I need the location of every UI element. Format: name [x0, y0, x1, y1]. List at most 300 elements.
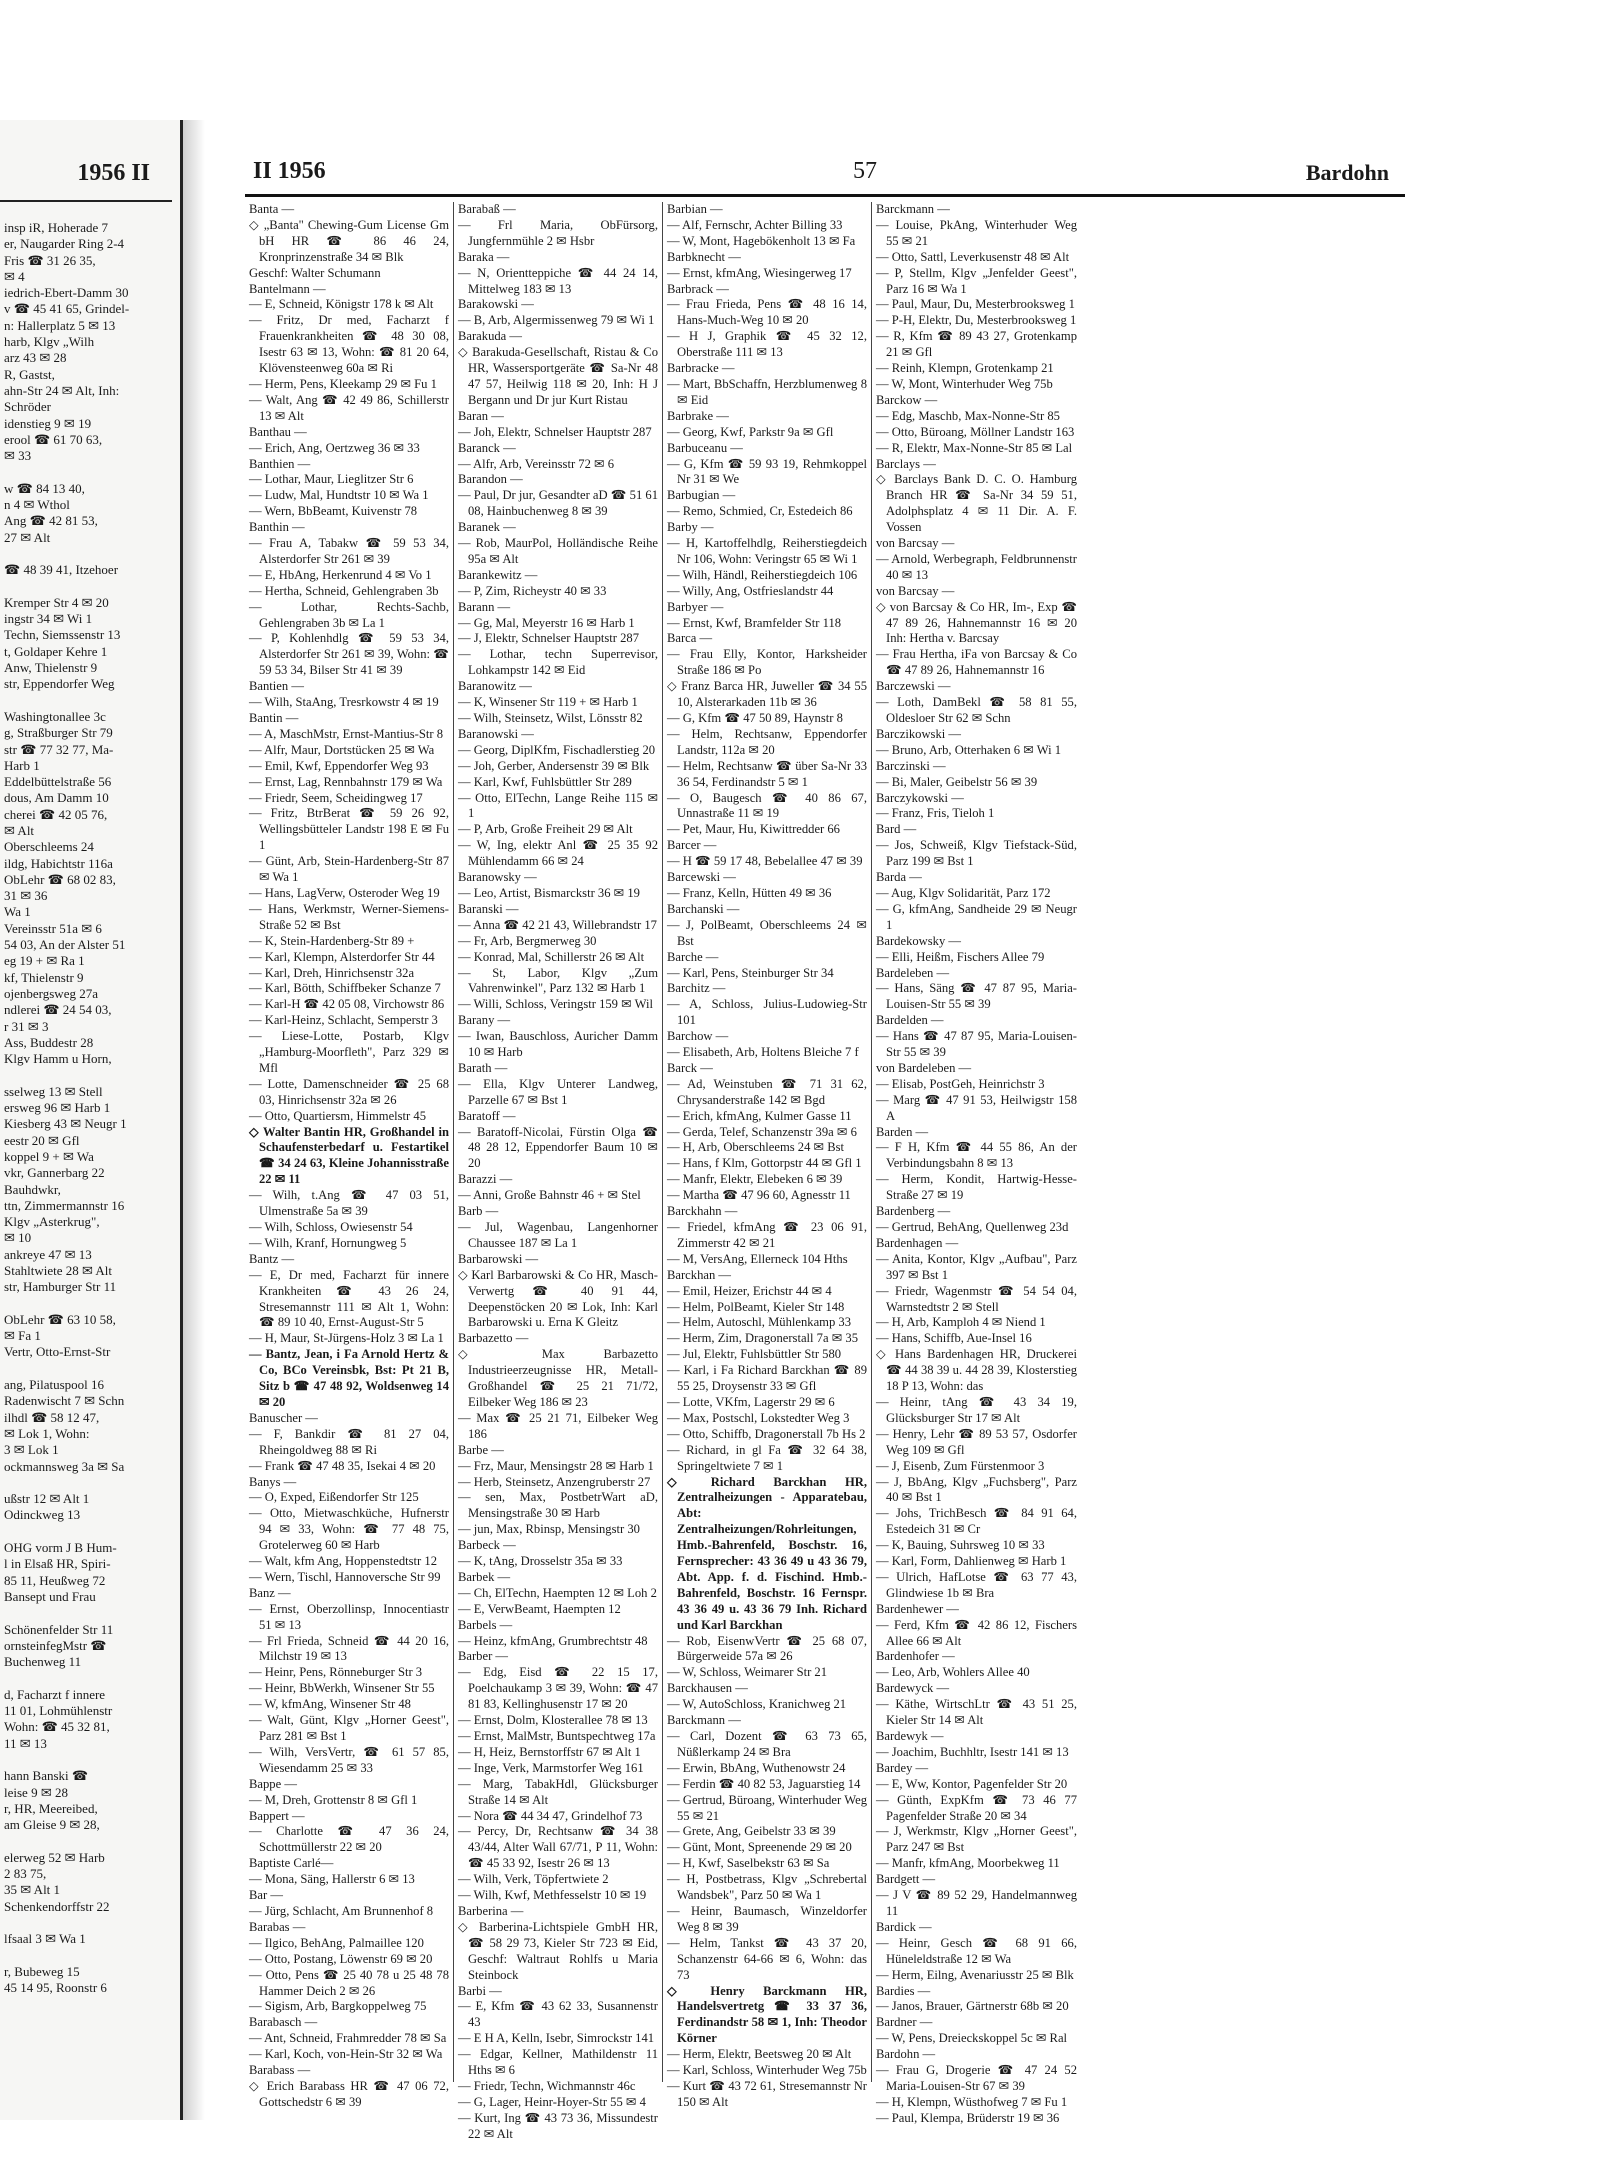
fragment-line: r 31 ✉ 3 [4, 1018, 49, 1034]
directory-entry: — Hans, f Klm, Gottorpstr 44 ✉ Gfl 1 [667, 1156, 862, 1171]
directory-entry: — F, Bankdir ☎ 81 27 04, Rheingoldweg 88 ✉ Ri [249, 1426, 449, 1457]
directory-entry: Barda — [876, 870, 922, 885]
directory-entry: Baranowski — [458, 726, 534, 741]
fragment-line: 27 ✉ Alt [4, 529, 51, 545]
previous-page-column-fragment [4, 220, 170, 1996]
fragment-line [4, 1524, 170, 1540]
directory-entry: Barabasch — [249, 2015, 318, 2030]
directory-columns [245, 202, 1405, 2141]
directory-entry: — Lotte, VKfm, Lagerstr 29 ✉ 6 [667, 1394, 835, 1409]
fragment-line [4, 464, 170, 480]
directory-entry: — Herb, Steinsetz, Anzengruberstr 27 [458, 1474, 651, 1489]
directory-entry: Bantien — [249, 679, 304, 694]
directory-entry: Barckow — [876, 392, 938, 407]
directory-entry: — N, Orientteppiche ☎ 44 24 14, Mittelweg 183 ✉ 13 [458, 265, 658, 296]
directory-entry: Baratoff — [458, 1108, 516, 1123]
directory-entry: — Joh, Elektr, Schnelser Hauptstr 287 [458, 424, 652, 439]
directory-entry: — Anni, Große Bahnstr 46 + ✉ Stel [458, 1188, 641, 1203]
fragment-line: Bauhdwkr, [4, 1181, 61, 1197]
directory-entry: — H, Klempn, Wüsthofweg 7 ✉ Fu 1 [876, 2094, 1068, 2109]
fragment-line: 3 ✉ Lok 1 [4, 1442, 59, 1458]
directory-entry: Bardewyck — [876, 1681, 950, 1696]
directory-entry: — Wilh, Verk, Töpfertwiete 2 [458, 1872, 609, 1887]
directory-entry: — Baratoff-Nicolai, Fürstin Olga ☎ 48 28 12, Eppendorfer Baum 10 ✉ 20 [458, 1124, 658, 1171]
directory-entry: — Lotte, Damenschneider ☎ 25 68 03, Hinrichsenstr 32a ✉ 26 [249, 1076, 449, 1107]
directory-entry: Barann — [458, 599, 511, 614]
directory-entry: — Frau Elly, Kontor, Harksheider Straße 186 ✉ Po [667, 647, 867, 678]
fragment-line [4, 1475, 170, 1491]
directory-entry: — Wilh, StaAng, Tresrkowstr 4 ✉ 19 [249, 695, 439, 710]
fragment-line: Bansept und Frau [4, 1588, 96, 1604]
directory-entry: Barca — [667, 631, 713, 646]
directory-entry: Barden — [876, 1124, 929, 1139]
directory-entry: Barbazetto — [458, 1331, 529, 1346]
directory-entry: — Karl, Dreh, Hinrichsenstr 32a [249, 965, 415, 980]
directory-entry: — Ilgico, BehAng, Palmaillee 120 [249, 1935, 424, 1950]
directory-entry: — E, Schneid, Königstr 178 k ✉ Alt [249, 297, 434, 312]
directory-entry: ◇ Max Barbazetto Industrieerzeugnisse HR, Metall-Großhandel ☎ 25 21 71/72, Eilbeker Weg 186 ✉ 23 [458, 1347, 658, 1409]
directory-entry: — Fritz, BtrBerat ☎ 59 26 92, Wellingsbütteler Landstr 198 E ✉ Fu 1 [249, 806, 449, 853]
directory-entry: Barchitz — [667, 981, 726, 996]
directory-entry: Bardgett — [876, 1872, 936, 1887]
directory-entry: — Friedr, Techn, Wichmannstr 46c [458, 2078, 636, 2093]
directory-entry: — W, Mont, Hagebökenholt 13 ✉ Fa [667, 233, 856, 248]
directory-entry: — G, Kfm ☎ 47 50 89, Haynstr 8 [667, 711, 843, 725]
fragment-line: hann Banski ☎ [4, 1768, 89, 1784]
directory-entry: — Elisab, PostGeh, Heinrichstr 3 [876, 1076, 1045, 1091]
directory-entry: — Ernst, Oberzollinsp, Innocentiastr 51 ✉ 13 [249, 1601, 449, 1632]
directory-entry: — P, Kohlenhdlg ☎ 59 53 34, Alsterdorfer Str 261 ✉ 39, Wohn: ☎ 59 53 34, Bilser Str 41 ✉ 39 [249, 631, 449, 678]
directory-entry: — Karl, Form, Dahlienweg ✉ Harb 1 [876, 1554, 1067, 1569]
directory-entry: Barbek — [458, 1569, 511, 1584]
fragment-line: Oberschleems 24 [4, 839, 94, 855]
directory-entry: ◇ Walter Bantin HR, Großhandel in Schaufensterbedarf u. Festartikel ☎ 34 24 63, Kleine Johannisstraße 22 ✉ 11 [249, 1124, 449, 1187]
directory-entry: Bappert — [249, 1808, 305, 1823]
directory-entry: — E, Dr med, Facharzt für innere Krankheiten ☎ 43 26 24, Stresemannstr 111 ✉ Alt 1, Wohn: ☎ 89 10 40, Ernst-August-Str 5 [249, 1267, 449, 1330]
fragment-line: Wohn: ☎ 45 32 81, [4, 1719, 110, 1735]
directory-entry: Bardohn — [876, 2047, 936, 2062]
directory-entry: — Hans, Säng ☎ 47 87 95, Maria-Louisen-Str 55 ✉ 39 [876, 981, 1077, 1012]
fragment-line: d, Facharzt f innere [4, 1686, 106, 1702]
fragment-line [4, 1752, 170, 1768]
fragment-line: Odinckweg 13 [4, 1507, 81, 1523]
fragment-line: 85 11, Heußweg 72 [4, 1572, 106, 1588]
directory-entry: Baranek — [458, 520, 516, 535]
directory-entry: — Otto, Quartiersm, Himmelstr 45 [249, 1108, 426, 1123]
directory-entry: — Karl, Pens, Steinburger Str 34 [667, 965, 834, 980]
directory-entry: — St, Labor, Klgv „Zum Vahrenwinkel", Parz 132 ✉ Harb 1 [458, 965, 658, 996]
directory-entry: — Herm, Zim, Dragonerstall 7a ✉ 35 [667, 1331, 859, 1346]
page-margin [1405, 120, 1600, 2120]
directory-entry: — W, AutoSchloss, Kranichweg 21 [667, 1697, 847, 1712]
directory-entry: — Günt, Arb, Stein-Hardenberg-Str 87 ✉ Wa 1 [249, 854, 449, 885]
directory-entry: — K, Winsener Str 119 + ✉ Harb 1 [458, 695, 638, 710]
previous-page-header: 1956 II [77, 160, 150, 186]
directory-entry: — Karl, i Fa Richard Barckhan ☎ 89 55 25, Droysenstr 33 ✉ Gfl [667, 1363, 867, 1394]
directory-entry: — H, Arb, Oberschleems 24 ✉ Bst [667, 1140, 845, 1155]
fragment-line: dous, Am Damm 10 [4, 790, 109, 806]
fragment-line: Eddelbüttelstraße 56 [4, 774, 112, 790]
directory-entry: Barczewski — [876, 679, 951, 694]
fragment-line: Fris ☎ 31 26 35, [4, 252, 96, 268]
directory-entry: — Wilh, Steinsetz, Wilst, Lönsstr 82 [458, 711, 643, 725]
fragment-line: t, Goldaper Kehre 1 [4, 643, 108, 659]
directory-entry: — Helm, PolBeamt, Kieler Str 148 [667, 1299, 845, 1314]
directory-entry: — G, kfmAng, Sandheide 29 ✉ Neugr 1 [876, 901, 1077, 932]
directory-entry: — Inge, Verk, Marmstorfer Weg 161 [458, 1760, 644, 1775]
directory-entry: Bardick — [876, 1919, 932, 1934]
directory-entry: — Friedel, kfmAng ☎ 23 06 91, Zimmerstr 42 ✉ 21 [667, 1220, 867, 1250]
directory-entry: — jun, Max, Rbinsp, Mensingstr 30 [458, 1522, 640, 1537]
directory-entry: Barbe — [458, 1442, 504, 1457]
directory-entry: — Pet, Maur, Hu, Kiwittredder 66 [667, 822, 840, 837]
directory-entry: — J, Elektr, Schnelser Hauptstr 287 [458, 631, 640, 646]
directory-entry: Bardner — [876, 2015, 933, 2030]
directory-entry: Bardenhewer — [876, 1601, 959, 1616]
directory-entry: — P, Arb, Große Freiheit 29 ✉ Alt [458, 822, 633, 837]
directory-entry: Bardewyk — [876, 1729, 944, 1743]
directory-entry: Baptiste Carlé— [249, 1856, 334, 1871]
directory-entry: — Heinr, Pens, Rönneburger Str 3 [249, 1665, 423, 1680]
fragment-line: leise 9 ✉ 28 [4, 1784, 68, 1800]
directory-entry: — H J, Graphik ☎ 45 32 12, Oberstraße 111 ✉ 13 [667, 329, 867, 360]
directory-entry: — Ferdin ☎ 40 82 53, Jaguarstieg 14 [667, 1776, 861, 1791]
directory-entry: — Anna ☎ 42 21 43, Willebrandstr 17 [458, 917, 657, 932]
directory-entry: — Ella, Klgv Unterer Landweg, Parzelle 67 ✉ Bst 1 [458, 1076, 658, 1107]
directory-entry: — Kurt, Ing ☎ 43 73 36, Missundestr 22 ✉ Alt [458, 2110, 658, 2141]
directory-entry: — Ant, Schneid, Frahmredder 78 ✉ Sa [249, 2031, 447, 2046]
directory-entry: Banthin — [249, 520, 305, 535]
directory-entry: Bantin — [249, 711, 299, 725]
directory-entry: ◇ Richard Barckhan HR, Zentralheizungen - Apparatebau, Abt: Zentralheizungen/Rohrleitungen, Hmb.-Bahrenfeld, Boschstr. 16, Fernsprecher: 43 36 49 u 43 36 79, Abt. App. f. d. Fischind. Hmb.-Bahrenfeld, Boschstr. 16 Fernspr. 43 36 49 u. 43 36 79 Inh. Richard und Karl Barckhan [667, 1474, 867, 1632]
directory-entry: Barath — [458, 1060, 508, 1075]
directory-entry: Barczikowski — [876, 726, 961, 741]
directory-entry: ◇ Barakuda-Gesellschaft, Ristau & Co HR, Wassersportgeräte ☎ Sa-Nr 48 47 57, Heilwig 118 ✉ 20, Inh: H J Bergann und Dr jur Kurt Ristau [458, 345, 658, 407]
directory-entry: — Bantz, Jean, i Fa Arnold Hertz & Co, BCo Vereinsbk, Bst: Pt 21 B, Sitz b ☎ 47 48 92, Woldsenweg 14 ✉ 20 [249, 1347, 449, 1409]
directory-entry: — K, tAng, Drosselstr 35a ✉ 33 [458, 1554, 623, 1569]
directory-entry: Barckmann — [667, 1713, 741, 1728]
directory-entry: — Jul, Elektr, Fuhlsbüttler Str 580 [667, 1347, 842, 1362]
fragment-line: Techn, Siemssenstr 13 [4, 627, 121, 643]
directory-entry: — Ernst, kfmAng, Wiesingerweg 17 [667, 265, 852, 280]
fragment-line: ObLehr ☎ 68 02 83, [4, 871, 116, 887]
directory-entry: Barckhan — [667, 1267, 731, 1282]
directory-entry: Baranck — [458, 440, 516, 455]
directory-entry: — Heinr, Baumasch, Winzeldorfer Weg 8 ✉ 39 [667, 1903, 867, 1934]
directory-entry: — Edg, Eisd ☎ 22 15 17, Poelchaukamp 3 ✉ 39, Wohn: ☎ 47 81 83, Kellinghusenstr 17 ✉ 20 [458, 1665, 658, 1712]
directory-entry: — Willy, Ang, Ostfrieslandstr 44 [667, 583, 834, 598]
fragment-line: R, Gastst, [4, 366, 55, 382]
directory-entry: Barbrack — [667, 281, 729, 296]
directory-entry: — Karl, Klempn, Alsterdorfer Str 44 [249, 949, 435, 964]
directory-entry: — Nora ☎ 44 34 47, Grindelhof 73 [458, 1808, 643, 1823]
directory-entry: — Günth, ExpKfm ☎ 73 46 77 Pagenfelder Straße 20 ✉ 34 [876, 1792, 1077, 1823]
directory-entry: — Otto, Mietwaschküche, Hufnerstr 94 ✉ 33, Wohn: ☎ 77 48 75, Grotelerweg 60 ✉ Harb [249, 1506, 449, 1553]
directory-entry: Barbknecht — [667, 249, 741, 264]
fragment-line: Vereinsstr 51a ✉ 6 [4, 920, 102, 936]
directory-entry: — Walt, Ang ☎ 42 49 86, Schillerstr 13 ✉ Alt [249, 392, 449, 423]
directory-entry: — Heinr, BbWerkh, Winsener Str 55 [249, 1681, 435, 1696]
directory-entry: — Leo, Artist, Bismarckstr 36 ✉ 19 [458, 885, 640, 900]
directory-entry: — Helm, Tankst ☎ 43 37 20, Schanzenstr 64-66 ✉ 6, Wohn: das 73 [667, 1935, 867, 1982]
fragment-line: Schröder [4, 399, 51, 415]
directory-entry: — Ernst, Lag, Rennbahnstr 179 ✉ Wa [249, 774, 443, 789]
directory-entry: — H, Postbetrass, Klgv „Schrebertal Wandsbek", Parz 50 ✉ Wa 1 [667, 1872, 867, 1903]
directory-entry: Bar — [249, 1888, 283, 1903]
directory-entry: — Lothar, techn Superrevisor, Lohkampstr 142 ✉ Eid [458, 647, 658, 678]
directory-entry: Bardekowsky — [876, 933, 961, 948]
directory-entry: Barczykowski — [876, 790, 964, 805]
directory-entry: — Elisabeth, Arb, Holtens Bleiche 7 f [667, 1045, 859, 1060]
directory-entry: — Otto, Postang, Löwenstr 69 ✉ 20 [249, 1951, 433, 1966]
directory-entry: Barberina — [458, 1903, 524, 1918]
directory-entry: — Otto, Schiffb, Dragonerstall 7b Hs 2 [667, 1426, 866, 1441]
directory-entry: — sen, Max, PostbetrWart aD, Mensingstraße 30 ✉ Harb [458, 1490, 658, 1521]
directory-entry: — G, Lager, Heinr-Hoyer-Str 55 ✉ 4 [458, 2094, 646, 2109]
fragment-line: Schenkendorffstr 22 [4, 1898, 110, 1914]
fragment-line: Kremper Str 4 ✉ 20 [4, 594, 109, 610]
directory-entry: — Helm, Rechtsanw ☎ über Sa-Nr 33 36 54, Ferdinandstr 5 ✉ 1 [667, 758, 867, 789]
directory-entry: — Remo, Schmied, Cr, Estedeich 86 [667, 504, 853, 519]
directory-entry: Baraka — [458, 249, 510, 264]
directory-entry: Bard — [876, 822, 917, 837]
directory-entry: — Lothar, Maur, Lieglitzer Str 6 [249, 472, 414, 487]
directory-entry: Baran — [458, 408, 504, 423]
directory-entry: — Willi, Schloss, Veringstr 159 ✉ Wil [458, 997, 653, 1012]
directory-entry: — Erich, kfmAng, Kulmer Gasse 11 [667, 1108, 852, 1123]
directory-entry: — Karl, Schloss, Winterhuder Weg 75b [667, 2063, 867, 2078]
directory-entry: ◇ Erich Barabass HR ☎ 47 06 72, Gottschedstr 6 ✉ 39 [249, 2078, 449, 2109]
fragment-line: str ☎ 77 32 77, Ma- [4, 741, 114, 757]
fragment-line: ang, Pilatuspool 16 [4, 1377, 105, 1393]
directory-entry: Bardenhagen — [876, 1235, 959, 1250]
directory-entry: Geschf: Walter Schumann [249, 265, 381, 280]
directory-entry: Barabas — [249, 1919, 306, 1934]
fragment-line: ockmannsweg 3a ✉ Sa [4, 1458, 125, 1474]
directory-entry: — J, Eisenb, Zum Fürstenmoor 3 [876, 1458, 1045, 1473]
directory-entry: — Käthe, WirtschLtr ☎ 43 51 25, Kieler Str 14 ✉ Alt [876, 1697, 1077, 1728]
directory-entry: Barchanski — [667, 901, 740, 916]
directory-entry: — Max, Postschl, Lokstedter Weg 3 [667, 1410, 850, 1425]
directory-entry: Barchow — [667, 1029, 729, 1044]
directory-page [205, 120, 1405, 2141]
fragment-line [4, 1915, 170, 1931]
directory-entry: — Konrad, Mal, Schillerstr 26 ✉ Alt [458, 949, 645, 964]
fragment-line: r, Bubeweg 15 [4, 1963, 80, 1979]
fragment-line: str, Eppendorfer Weg [4, 676, 115, 692]
directory-entry: — Richard, in gl Fa ☎ 32 64 38, Springeltwiete 7 ✉ 1 [667, 1442, 867, 1473]
directory-entry: von Barcsay — [876, 583, 955, 598]
fragment-line: ersweg 96 ✉ Harb 1 [4, 1100, 111, 1116]
directory-entry: Barczinski — [876, 758, 946, 773]
fragment-line [4, 579, 170, 595]
directory-entry: — Franz, Kelln, Hütten 49 ✉ 36 [667, 885, 832, 900]
directory-entry: Bantelmann — [249, 281, 326, 296]
directory-entry: — Leo, Arb, Wohlers Allee 40 [876, 1665, 1030, 1680]
directory-entry: — Karl, Kwf, Fuhlsbüttler Str 289 [458, 774, 632, 789]
column-4 [872, 202, 1081, 2125]
directory-entry: Barckhausen — [667, 1681, 748, 1696]
directory-entry: — Karl, Koch, von-Hein-Str 32 ✉ Wa [249, 2047, 443, 2062]
directory-entry: — Heinz, kfmAng, Grumbrechtstr 48 [458, 1633, 648, 1648]
directory-entry: — Rob, EisenwVertr ☎ 25 68 07, Bürgerweide 57a ✉ 26 [667, 1633, 867, 1664]
directory-entry: Bappe — [249, 1776, 297, 1791]
directory-entry: — Lothar, Rechts-Sachb, Gehlengraben 3b ✉ La 1 [249, 599, 449, 630]
directory-entry: — Emil, Heizer, Erichstr 44 ✉ 4 [667, 1283, 832, 1298]
fragment-line [4, 1361, 170, 1377]
directory-entry: — H, Maur, St-Jürgens-Holz 3 ✉ La 1 [249, 1331, 444, 1346]
directory-entry: — Gertrud, Büroang, Winterhuder Weg 55 ✉ 21 [667, 1792, 867, 1823]
fragment-line: lfsaal 3 ✉ Wa 1 [4, 1931, 86, 1947]
directory-entry: Barck — [667, 1060, 713, 1075]
directory-entry: — Janos, Brauer, Gärtnerstr 68b ✉ 20 [876, 1999, 1069, 2014]
fragment-line: ildg, Habichtstr 116a [4, 855, 113, 871]
fragment-line: am Gleise 9 ✉ 28, [4, 1817, 100, 1833]
directory-entry: — Liese-Lotte, Postarb, Klgv „Hamburg-Moorfleth", Parz 329 ✉ Mfl [249, 1029, 449, 1075]
directory-entry: — Frl Frieda, Schneid ☎ 44 20 16, Milchstr 19 ✉ 13 [249, 1633, 449, 1664]
directory-entry: ◇ Hans Bardenhagen HR, Druckerei ☎ 44 38 39 u. 44 28 39, Klosterstieg 18 P 13, Wohn: das [876, 1347, 1077, 1394]
directory-entry: Bardenhofer — [876, 1649, 955, 1664]
directory-entry: Barany — [458, 1013, 511, 1028]
fragment-line: ✉ 33 [4, 448, 32, 464]
directory-entry: — W, kfmAng, Winsener Str 48 [249, 1697, 411, 1712]
directory-entry: — O, Exped, Eißendorfer Str 125 [249, 1490, 419, 1505]
fragment-line: eg 19 + ✉ Ra 1 [4, 953, 85, 969]
directory-entry: von Bardeleben — [876, 1060, 972, 1075]
directory-entry: Barcewski — [667, 870, 736, 885]
directory-entry: — Henry, Lehr ☎ 89 53 57, Osdorfer Weg 109 ✉ Gfl [876, 1426, 1077, 1457]
directory-entry: — Hans ☎ 47 87 95, Maria-Louisen-Str 55 ✉ 39 [876, 1029, 1077, 1060]
directory-entry: — Otto, Büroang, Möllner Landstr 163 [876, 424, 1075, 439]
directory-entry: ◇ Barberina-Lichtspiele GmbH HR, ☎ 58 29 73, Kieler Str 723 ✉ Eid, Geschf: Waltraut Rohlfs u Maria Steinbock [458, 1919, 658, 1982]
directory-entry: — Wern, BbBeamt, Kuivenstr 78 [249, 504, 418, 519]
directory-entry: Barckmann — [876, 202, 950, 216]
fragment-line: Buchenweg 11 [4, 1654, 82, 1670]
fragment-line: ✉ 4 [4, 268, 25, 284]
directory-entry: — Wilh, t.Ang ☎ 47 03 51, Ulmenstraße 5a ✉ 39 [249, 1188, 449, 1219]
fragment-line: Harb 1 [4, 757, 40, 773]
directory-entry: — A, Schloss, Julius-Ludowieg-Str 101 [667, 997, 867, 1028]
fragment-line [4, 1947, 170, 1963]
directory-entry: — Anita, Kontor, Klgv „Aufbau", Parz 397 ✉ Bst 1 [876, 1251, 1077, 1282]
fragment-line: Kiesberg 43 ✉ Neugr 1 [4, 1116, 127, 1132]
fragment-line: ✉ 10 [4, 1230, 32, 1246]
directory-entry: Bantz — [249, 1251, 295, 1266]
fragment-line: harb, Klgv „Wilh [4, 334, 95, 350]
fragment-line: ✉ Lok 1, Wohn: [4, 1425, 90, 1441]
directory-entry: — H, Kartoffelhdlg, Reiherstiegdeich Nr 106, Wohn: Veringstr 65 ✉ Wi 1 [667, 536, 867, 566]
fragment-line: Stahltwiete 28 ✉ Alt [4, 1263, 113, 1278]
fragment-line: Vertr, Otto-Ernst-Str [4, 1344, 111, 1360]
directory-entry: Baranowsky — [458, 870, 537, 885]
fragment-line: sselweg 13 ✉ Stell [4, 1083, 103, 1099]
directory-entry: — Wilh, Kwf, Methfesselstr 10 ✉ 19 [458, 1888, 647, 1903]
fragment-line: 54 03, An der Alster 51 [4, 937, 126, 953]
directory-entry: Barche — [667, 949, 719, 964]
directory-entry: Barber — [458, 1649, 509, 1664]
directory-entry: — K, Stein-Hardenberg-Str 89 + [249, 933, 415, 948]
directory-entry: — Helm, Autoschl, Mühlenkamp 33 [667, 1315, 851, 1330]
directory-entry: — Frl Maria, ObFürsorg, Jungfernmühle 2 ✉ Hsbr [458, 217, 658, 248]
directory-entry: — Erich, Ang, Oertzweg 36 ✉ 33 [249, 440, 420, 455]
directory-entry: Barankewitz — [458, 567, 538, 582]
directory-entry: — Fr, Arb, Bergmerweg 30 [458, 933, 597, 948]
directory-entry: — Aug, Klgv Solidarität, Parz 172 [876, 885, 1051, 900]
directory-entry: — Edgar, Kellner, Mathildenstr 11 Hths ✉ 6 [458, 2047, 658, 2078]
fragment-line: er, Naugarder Ring 2-4 [4, 236, 125, 252]
fragment-line: ✉ Alt [4, 822, 35, 838]
fragment-line: Radenwischt 7 ✉ Schn [4, 1393, 125, 1409]
fragment-line: ankreye 47 ✉ 13 [4, 1246, 92, 1262]
directory-entry: — Ernst, Dolm, Klosterallee 78 ✉ 13 [458, 1713, 648, 1728]
directory-entry: — Heinr, Gesch ☎ 68 91 66, Hüneleldstraße 12 ✉ Wa [876, 1935, 1077, 1966]
column-1 [245, 202, 454, 2109]
fragment-line: insp iR, Hoherade 7 [4, 220, 108, 235]
directory-entry: — Frau G, Drogerie ☎ 47 24 52 Maria-Louisen-Str 67 ✉ 39 [876, 2063, 1077, 2093]
directory-entry: — Gertrud, BehAng, Quellenweg 23d [876, 1220, 1069, 1234]
directory-entry: — Ad, Weinstuben ☎ 71 31 62, Chrysanderstraße 142 ✉ Bgd [667, 1076, 867, 1107]
directory-entry: Banz — [249, 1585, 291, 1600]
directory-entry: — Frau A, Tabakw ☎ 59 53 34, Alsterdorfer Str 261 ✉ 39 [249, 536, 449, 566]
fragment-line: l in Elsaß HR, Spiri- [4, 1556, 111, 1572]
fragment-line: n: Hallerplatz 5 ✉ 13 [4, 317, 116, 333]
fragment-line: ußstr 12 ✉ Alt 1 [4, 1491, 90, 1507]
directory-entry: — Wern, Tischl, Hannoversche Str 99 [249, 1569, 441, 1584]
fragment-line: v ☎ 45 41 65, Grindel- [4, 301, 130, 317]
fragment-line: g, Straßburger Str 79 [4, 725, 113, 741]
directory-entry: — Marg, TabakHdl, Glücksburger Straße 14 ✉ Alt [458, 1776, 658, 1807]
directory-entry: — J, PolBeamt, Oberschleems 24 ✉ Bst [667, 917, 867, 948]
directory-entry: — R, Elektr, Max-Nonne-Str 85 ✉ Lal [876, 440, 1073, 455]
directory-entry: — Georg, DiplKfm, Fischadlerstieg 20 [458, 742, 656, 757]
directory-entry: — W, Mont, Winterhuder Weg 75b [876, 376, 1053, 391]
directory-entry: ◇ Barclays Bank D. C. O. Hamburg Branch HR ☎ Sa-Nr 34 59 51, Adolphsplatz 4 ✉ 11 Dir. A. F. Vossen [876, 472, 1077, 535]
directory-entry: — J, Werkmstr, Klgv „Horner Geest", Parz 247 ✉ Bst [876, 1824, 1077, 1855]
directory-entry: — Karl, Bötth, Schiffbeker Schanze 7 [249, 981, 441, 996]
directory-entry: — Erwin, BbAng, Wuthenowstr 24 [667, 1760, 846, 1775]
directory-entry: — Otto, Pens ☎ 25 40 78 u 25 48 78 Hammer Deich 2 ✉ 26 [249, 1967, 449, 1998]
directory-entry: — Martha ☎ 47 96 60, Agnesstr 11 [667, 1188, 851, 1203]
fragment-line: Anw, Thielenstr 9 [4, 660, 98, 676]
directory-entry: — Gerda, Telef, Schanzenstr 39a ✉ 6 [667, 1124, 857, 1139]
directory-entry: — Marg ☎ 47 91 53, Heilwigstr 158 A [876, 1092, 1077, 1123]
directory-entry: — Franz, Fris, Tieloh 1 [876, 806, 995, 821]
directory-entry: Barbracke — [667, 361, 735, 376]
directory-entry: — Iwan, Bauschloss, Auricher Damm 10 ✉ Harb [458, 1029, 658, 1060]
directory-entry: Barby — [667, 520, 714, 535]
fragment-line: n 4 ✉ Wthol [4, 497, 70, 513]
fragment-line: ingstr 34 ✉ Wi 1 [4, 611, 93, 627]
fragment-line: OHG vorm J B Hum- [4, 1540, 117, 1556]
directory-entry: — Helm, Rechtsanw, Eppendorfer Landstr, 112a ✉ 20 [667, 726, 867, 757]
directory-entry: — Joh, Gerber, Andersenstr 39 ✉ Blk [458, 758, 650, 773]
fragment-line: 11 ✉ 13 [4, 1735, 47, 1751]
directory-entry: — Grete, Ang, Geibelstr 33 ✉ 39 [667, 1824, 836, 1839]
fragment-line: 2 83 75, [4, 1865, 47, 1881]
directory-entry: — Frau Frieda, Pens ☎ 48 16 14, Hans-Much-Weg 10 ✉ 20 [667, 297, 867, 328]
fragment-line: r, HR, Meereibed, [4, 1800, 98, 1816]
directory-entry: — A, MaschMstr, Ernst-Mantius-Str 8 [249, 726, 443, 741]
directory-entry: — Frau Hertha, iFa von Barcsay & Co ☎ 47 89 26, Hahnemannstr 16 [876, 647, 1077, 678]
directory-entry: — Herm, Eilng, Avenariusstr 25 ✉ Blk [876, 1967, 1074, 1982]
fragment-line: koppel 9 + ✉ Wa [4, 1148, 94, 1164]
directory-entry: — Elli, Heißm, Fischers Allee 79 [876, 949, 1045, 964]
directory-entry: — Alfr, Arb, Vereinsstr 72 ✉ 6 [458, 456, 615, 471]
directory-entry: — W, Pens, Dreieckskoppel 5c ✉ Ral [876, 2031, 1068, 2046]
directory-entry: Barbuceanu — [667, 440, 743, 455]
directory-entry: — Frank ☎ 47 48 35, Isekai 4 ✉ 20 [249, 1458, 436, 1473]
directory-entry: — Edg, Maschb, Max-Nonne-Str 85 [876, 408, 1060, 423]
